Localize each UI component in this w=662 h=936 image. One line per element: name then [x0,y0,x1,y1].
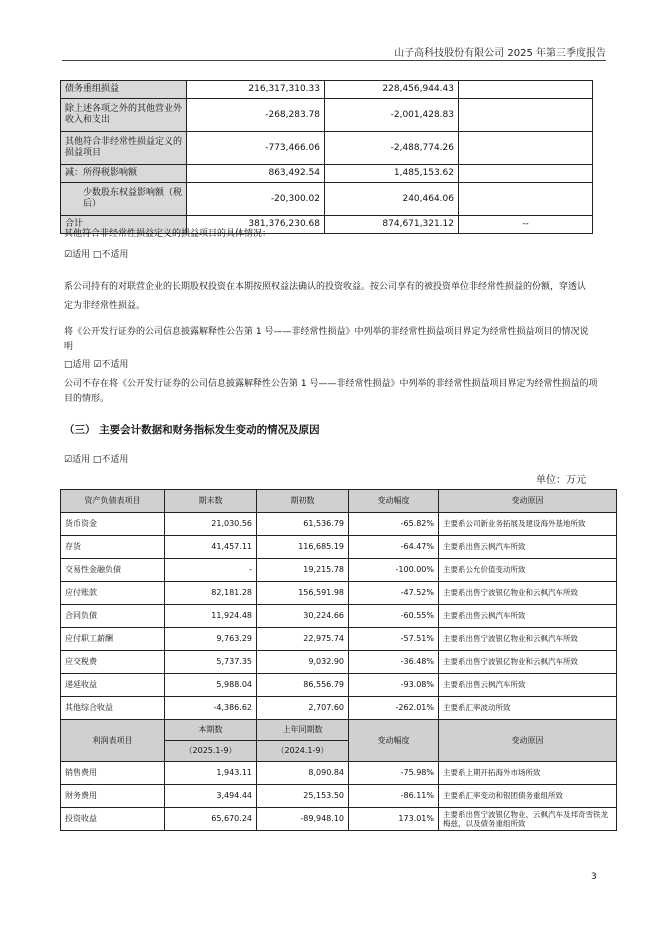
row-label: 债务重组损益 [61,81,187,99]
change-reason: 主要系上期开拓海外市场所致 [439,762,617,785]
table-row [61,559,617,582]
cell-value [459,183,593,216]
change-value: 173.01% [349,808,439,831]
cell-value: -- [459,216,593,234]
item-name: 递延收益 [61,674,165,697]
column-header: 变动原因 [439,490,617,513]
current-value: 65,670.24 [165,808,257,831]
begin-value: 22,975.74 [257,628,349,651]
changes-table [60,489,617,831]
cell-value: 240,464.06 [325,183,459,216]
page-number: 3 [591,872,597,882]
non-recurring-table [60,80,593,234]
column-header: 变动幅度 [349,490,439,513]
end-value: 9,763.29 [165,628,257,651]
change-value: -65.82% [349,513,439,536]
item-name: 交易性金融负债 [61,559,165,582]
item-name: 财务费用 [61,785,165,808]
cell-value: 216,317,310.33 [187,81,325,99]
prior-value: 25,153.50 [257,785,349,808]
column-header: 本期数 [165,720,257,741]
applicable-checkbox-1: ☑适用 □不适用 [64,250,129,260]
note-title: 将《公开发行证券的公司信息披露解释性公告第 1 号——非经常性损益》中列举的非经常性损益项目界定为经常性损益项目的情况说明 [64,327,589,352]
table-header-row [61,490,617,513]
begin-value: 116,685.19 [257,536,349,559]
table-row [61,628,617,651]
end-value: 41,457.11 [165,536,257,559]
begin-value: 30,224.66 [257,605,349,628]
header-divider [62,60,606,61]
item-name: 货币资金 [61,513,165,536]
cell-value [459,165,593,183]
begin-value: 86,556.79 [257,674,349,697]
applicable-checkbox-3: ☑适用 □不适用 [64,455,129,465]
item-name: 应付账款 [61,582,165,605]
table-row [61,605,617,628]
begin-value: 61,536.79 [257,513,349,536]
change-reason: 主要系公司新业务拓展及建设海外基地所致 [439,513,617,536]
cell-value: 863,492.54 [187,165,325,183]
change-reason: 主要系出售宁波银亿物业和云枫汽车所致 [439,582,617,605]
change-value: -93.08% [349,674,439,697]
cell-value: -268,283.78 [187,99,325,132]
change-reason: 主要系出售宁波银亿物业和云枫汽车所致 [439,628,617,651]
table-row [61,582,617,605]
cell-value: 381,376,230.68 [187,216,325,234]
column-header: 期末数 [165,490,257,513]
begin-value: 156,591.98 [257,582,349,605]
table-row [61,674,617,697]
item-name: 销售费用 [61,762,165,785]
change-reason: 主要系出售宁波银亿物业和云枫汽车所致 [439,651,617,674]
end-value: 11,924.48 [165,605,257,628]
change-reason: 主要系出售宁波银亿物业、云枫汽车及邦奇雪铁龙梅兹，以及债务重组所致 [439,808,617,831]
table-row [61,651,617,674]
cell-value: -2,488,774.26 [325,132,459,165]
item-name: 存货 [61,536,165,559]
change-reason: 主要系汇率变动和银团债务重组所致 [439,785,617,808]
change-value: -262.01% [349,697,439,720]
change-reason: 主要系出售云枫汽车所致 [439,536,617,559]
cell-value: -2,001,428.83 [325,99,459,132]
change-value: -47.52% [349,582,439,605]
change-value: -64.47% [349,536,439,559]
change-value: -36.48% [349,651,439,674]
table-row [61,513,617,536]
end-value: 21,030.56 [165,513,257,536]
row-label: 减：所得税影响额 [61,165,187,183]
current-value: 1,943.11 [165,762,257,785]
change-reason: 主要系汇率波动所致 [439,697,617,720]
period-label: （2024.1-9） [257,741,349,762]
cell-value: 874,671,321.12 [325,216,459,234]
end-value: 5,737.35 [165,651,257,674]
change-value: -75.98% [349,762,439,785]
table-row [61,99,593,132]
current-value: 3,494.44 [165,785,257,808]
column-header: 变动原因 [439,720,617,762]
cell-value [459,81,593,99]
change-value: -86.11% [349,785,439,808]
report-header-title: 山子高科技股份有限公司 2025 年第三季度报告 [394,48,606,59]
column-header: 期初数 [257,490,349,513]
end-value: 5,988.04 [165,674,257,697]
explanation-paragraph-1: 系公司持有的对联营企业的长期股权投资在本期按照权益法确认的投资收益。按公司享有的被投资单位非经常性损益的份额，穿透认定为非经常性损益。 [64,282,587,311]
end-value: 82,181.28 [165,582,257,605]
column-header: 上年同期数 [257,720,349,741]
change-value: -57.51% [349,628,439,651]
column-header: 利润表项目 [61,720,165,762]
prior-value: 8,090.84 [257,762,349,785]
table-row [61,762,617,785]
cell-value [459,99,593,132]
change-reason: 主要系出售云枫汽车所致 [439,674,617,697]
table-row [61,81,593,99]
change-value: -100.00% [349,559,439,582]
item-name: 应付职工薪酬 [61,628,165,651]
row-label: 除上述各项之外的其他营业外收入和支出 [61,99,187,132]
unit-label: 单位：万元 [536,475,586,486]
begin-value: 2,707.60 [257,697,349,720]
prior-value: -89,948.10 [257,808,349,831]
item-name: 投资收益 [61,808,165,831]
cell-value: -773,466.06 [187,132,325,165]
item-name: 合同负债 [61,605,165,628]
change-reason: 主要系出售云枫汽车所致 [439,605,617,628]
begin-value: 9,032.90 [257,651,349,674]
table-row [61,785,617,808]
table-row [61,697,617,720]
change-value: -60.55% [349,605,439,628]
end-value: - [165,559,257,582]
applicable-checkbox-2: □适用 ☑不适用 [64,360,129,370]
begin-value: 19,215.78 [257,559,349,582]
cell-value: 228,456,944.43 [325,81,459,99]
end-value: -4,386.62 [165,697,257,720]
item-name: 应交税费 [61,651,165,674]
row-label: 少数股东权益影响额（税后） [61,183,187,216]
explanation-paragraph-2: 公司不存在将《公开发行证券的公司信息披露解释性公告第 1 号——非经常性损益》中列举的非经常性损益项目界定为经常性损益的项目的情形。 [64,379,598,404]
change-reason: 主要系公允价值变动所致 [439,559,617,582]
row-label: 合计 [61,216,187,234]
other-items-title: 其他符合非经常性损益定义的损益项目的具体情况： [64,229,272,239]
section-heading: （三） 主要会计数据和财务指标发生变动的情况及原因 [64,424,320,436]
row-label: 其他符合非经常性损益定义的损益项目 [61,132,187,165]
table-row [61,536,617,559]
table-row [61,132,593,165]
cell-value [459,132,593,165]
item-name: 其他综合收益 [61,697,165,720]
table-row [61,183,593,216]
column-header: 资产负债表项目 [61,490,165,513]
column-header: 变动幅度 [349,720,439,762]
cell-value: 1,485,153.62 [325,165,459,183]
table-row [61,165,593,183]
period-label: （2025.1-9） [165,741,257,762]
table-row [61,808,617,831]
cell-value: -20,300.02 [187,183,325,216]
table-header-row [61,720,617,741]
